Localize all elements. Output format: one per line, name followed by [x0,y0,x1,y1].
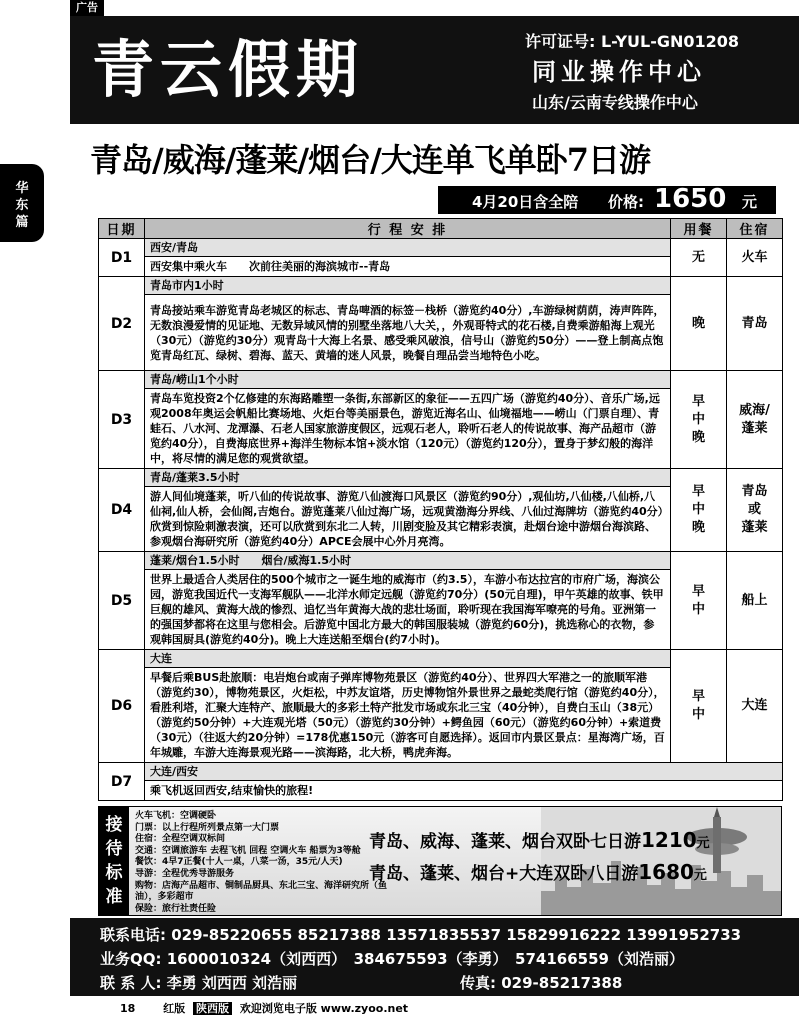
standard-line: 火车飞机：空调硬卧 [135,811,217,821]
day-description: 乘飞机返回西安,结束愉快的旅程! [145,781,783,801]
header-meals: 用餐 [671,219,727,239]
region-side-tab [0,164,44,242]
info-tab-char: 接 [105,815,123,835]
header-day: 日期 [99,219,145,239]
fax-number: 029-85217388 [501,974,623,992]
section-badge: 陕西版 [193,1002,232,1015]
day-desc-row [99,781,783,801]
info-tab-char: 标 [105,863,123,883]
standard-line: 住宿：全程空调双标间 [135,834,226,845]
day-description: 游人间仙境蓬莱，听八仙的传说故事、游览八仙渡海口风景区（游览约90分）,观仙坊,八仙楼,八仙桥,八仙祠,仙人桥，会仙阁,吉炮台。游览蓬莱八仙过海广场，远观黄渤海分界线、八仙过海牌坊（游览约40分）欣赏到惊险刺激表演，还可以欣赏到东北二人转，川剧变脸及其它精彩表演，赴烟台途中游烟台海滨路、参观烟台海研究所（游览约40分）APCE会展中心外月亮湾。 [145,487,671,552]
day-stay: 船上 [727,552,783,650]
day-meals: 早 中 晚 [671,371,727,469]
day-label: D6 [99,650,145,763]
package-name: 青岛、蓬莱、烟台+大连双卧八日游 [369,864,639,884]
contact-bar [70,918,799,996]
price-label: 价格: [608,193,644,211]
side-tab-char: 东 [15,198,29,213]
day-subtitle: 青岛/蓬莱3.5小时 [145,469,671,487]
package-offer [369,827,710,857]
header-stay: 住宿 [727,219,783,239]
persons-label: 联 系 人: [100,974,162,992]
contact-phones-row [100,924,741,945]
day-label: D3 [99,371,145,469]
day-subtitle: 青岛市内1小时 [145,277,671,295]
standard-line: 餐饮：4早7正餐(十人一桌，八菜一汤，35元/人天) [135,857,343,868]
day-stay: 火车 [727,239,783,277]
table-header-row [99,219,783,239]
day-label: D4 [99,469,145,552]
package-price-unit: 元 [696,836,710,851]
day-subtitle: 蓬莱/烟台1.5小时 烟台/威海1.5小时 [145,552,671,570]
standard-line: 购物：店海产品超市、铜制品厨具、东北三宝、海洋研究所（鱼油），多彩超市 [135,880,388,903]
package-price: 1680 [638,860,694,884]
fax-label: 传真: [460,974,496,992]
price-value: 1650 [654,184,727,214]
day-label: D5 [99,552,145,650]
ops-center-title: 同业操作中心 [532,58,706,86]
day-subtitle-row [99,469,783,487]
standard-line: 保险：旅行社责任险 [135,903,217,914]
day-stay: 青岛 [727,277,783,371]
qq-label: 业务QQ: [100,950,162,968]
day-stay: 大连 [727,650,783,763]
info-tab-char: 待 [105,839,123,859]
day-description: 世界上最适合人类居住的500个城市之一诞生地的威海市（约3.5），车游小布达拉宫的市府广场，海滨公园，游览我国近代一支海军舰队——北洋水师定远舰（游览约70分）(50元自理)，甲午英雄的故事、铁甲巨舰的雄风、黄海大战的惨烈、追忆当年黄海大战的悲壮场面，聆听现在我国海军嘹亮的号角。亚洲第一的强国梦都将在这里与您相会。后游览中国北方最大的韩国服装城（游览约60分)，挑选称心的衣物，参观韩国厨具(游览约40分)。晚上大连送船至烟台(约7小时)。 [145,570,671,650]
day-subtitle: 青岛/崂山1个小时 [145,371,671,389]
day-subtitle-row [99,239,783,257]
ops-center-subtitle: 山东/云南专线操作中心 [532,93,698,112]
header-banner [70,16,799,124]
day-label: D2 [99,277,145,371]
day-subtitle-row [99,277,783,295]
page-number: 18 [120,1002,136,1015]
package-name: 青岛、威海、蓬莱、烟台双卧七日游 [369,832,641,852]
phone-numbers: 029-85220655 85217388 13571835537 15829916222 13991952733 [171,926,742,944]
day-meals: 无 [671,239,727,277]
persons-names: 李勇 刘西西 刘浩丽 [166,974,298,992]
qq-numbers: 1600010324（刘西西） 384675593（李勇） 574166559（刘浩丽） [166,950,684,968]
day-meals: 早 中 [671,650,727,763]
day-meals: 早 中 [671,552,727,650]
day-subtitle: 西安/青岛 [145,239,671,257]
day-subtitle-row [99,650,783,668]
day-subtitle-row [99,763,783,781]
contact-fax-row [460,972,622,993]
day-subtitle: 大连/西安 [145,763,783,781]
package-price: 1210 [641,828,697,852]
package-price-unit: 元 [693,868,707,883]
departure-date: 4月20日含全陪 [472,193,579,211]
day-description: 青岛接站乘车游览青岛老城区的标志、青岛啤酒的标签－栈桥（游览约40分）,车游绿树荫荫，涛声阵阵，无数浪漫爱情的见证地、无数异域风情的别墅坐落地八大关，，外观哥特式的花石楼,自费乘游船海上观光（30元）（游览约30分）观青岛十大海上名景、感受乘风破浪，信号山（游览约50分）——登上制高点饱览青岛红瓦、绿树、碧海、蓝天、黄墙的迷人风景，晚餐自理品尝当地特色小吃。 [145,295,671,371]
phone-label: 联系电话: [100,926,166,944]
edition-label: 红版 [163,1002,186,1015]
day-description: 青岛车览投资2个亿修建的东海路雕塑一条街,东部新区的象征——五四广场（游览约40分）、音乐广场,远观2008年奥运会帆船比赛场地、火炬台等美丽景色，游览近海名山、仙境福地——崂山（门票自理）、青蛙石、八水河、龙潭瀑、石老人国家旅游度假区，远观石老人，聆听石老人的传说故事、海产品超市（游览约40分），自费海底世界+海洋生物标本馆+淡水馆（120元）（游览约120分），置身于梦幻般的海洋中，将尽情的满足您的观赏欲望。 [145,389,671,469]
package-offer [369,859,707,889]
contact-qq-row [100,948,684,969]
standard-line: 交通：空调旅游车 去程飞机 回程 空调火车 船票为3等舱 [135,845,361,856]
day-label: D7 [99,763,145,801]
route-title: 青岛/威海/蓬莱/烟台/大连单飞单卧7日游 [90,141,651,179]
header-itinerary: 行 程 安 排 [145,219,671,239]
day-description: 早餐后乘BUS赴旅顺：电岩炮台或南子弹库博物苑景区（游览约40分）、世界四大军港之一的旅顺军港（游览约30），博物苑景区，火炬松，中苏友谊塔，历史博物馆外景世界之最蛇类爬行馆（游览约40分），看胜利塔，汇聚大连特产、旅顺最大的多彩土特产批发市场或东北三宝（40分钟），自费白玉山（38元）（游览约50分钟）+大连观光塔（50元）（游览约30分钟）+鳄鱼园（60元）（游览约60分钟）+索道费（30元）（往返大约20分钟）=178优惠150元（游客可自愿选择）。返回市内景区景点：星海湾广场，百年城雕，车游大连海景观光路——滨海路，北大桥，鸭虎奔海。 [145,668,671,763]
day-label: D1 [99,239,145,277]
day-subtitle-row [99,371,783,389]
day-stay: 威海/ 蓬莱 [727,371,783,469]
page-footer [120,1000,408,1016]
license-number: 许可证号: L-YUL-GN01208 [525,32,740,51]
standard-line: 导游：全程优秀导游服务 [135,868,235,879]
reception-standards-list [135,811,405,915]
ad-label: 广告 [70,0,104,16]
info-tab-char: 准 [105,887,123,907]
itinerary-table [98,218,783,801]
price-bar [438,186,776,214]
side-tab-char: 华 [15,181,29,196]
contact-persons-row [100,972,297,993]
side-tab-char: 篇 [15,215,29,230]
reception-standards-tab [99,807,129,915]
price-unit: 元 [742,193,758,211]
day-subtitle-row [99,552,783,570]
day-subtitle: 大连 [145,650,671,668]
day-meals: 早 中 晚 [671,469,727,552]
day-meals: 晚 [671,277,727,371]
day-stay: 青岛 或 蓬莱 [727,469,783,552]
standard-line: 门票：以上行程所列景点第一大门票 [135,822,280,833]
reception-standards-panel [98,806,782,916]
brand-title: 青云假期 [92,33,365,106]
day-description: 西安集中乘火车 次前往美丽的海滨城市--青岛 [145,257,671,277]
footer-text: 欢迎浏览电子版 www.zyoo.net [239,1002,409,1015]
